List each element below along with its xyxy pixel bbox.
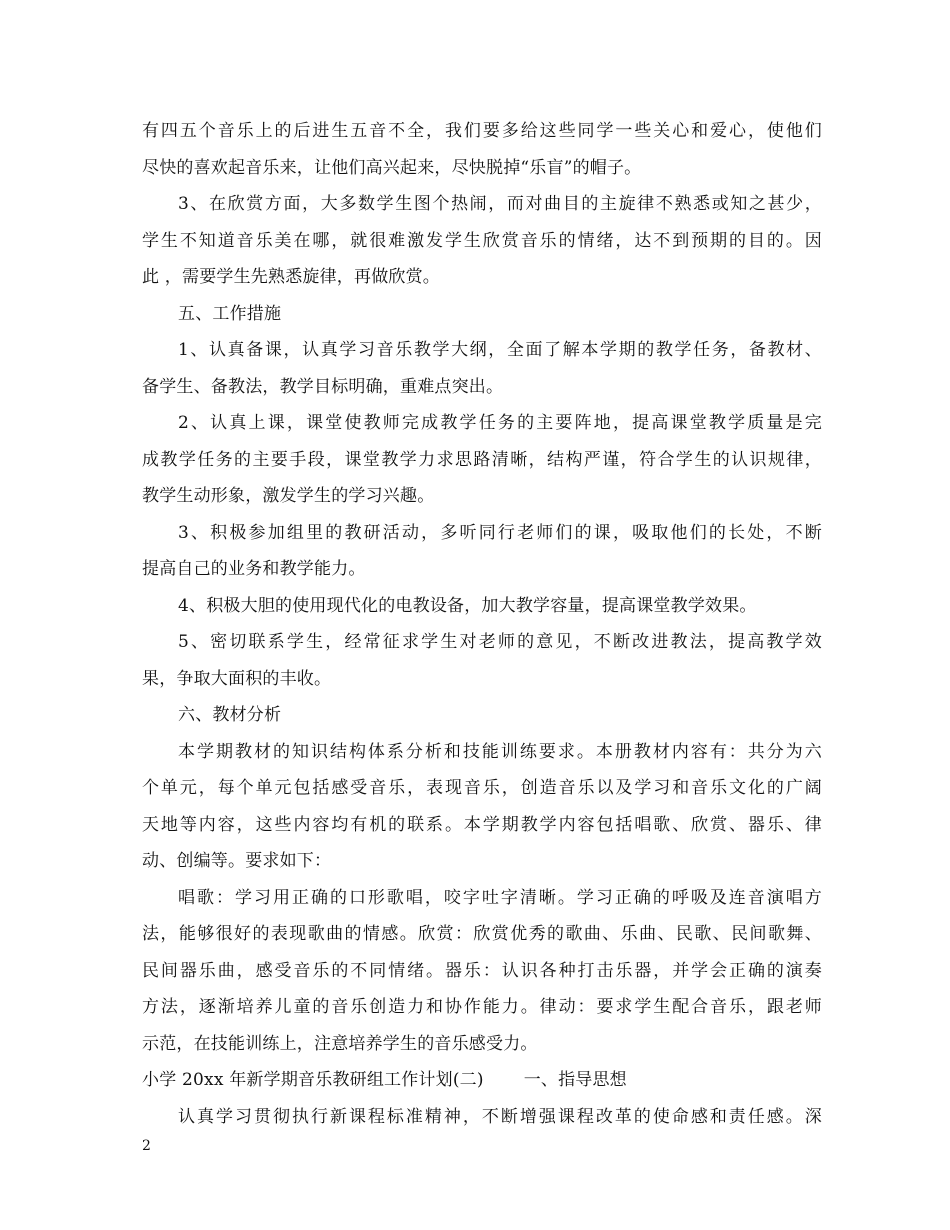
- text-line: 民间器乐曲，感受音乐的不同情绪。器乐：认识各种打击乐器，并学会正确的演奏: [142, 960, 822, 981]
- text-line: 尽快的喜欢起音乐来，让他们高兴起来，尽快脱掉“乐盲”的帽子。: [142, 157, 642, 178]
- text-line: 示范，在技能训练上，注意培养学生的音乐感受力。: [142, 1033, 538, 1054]
- section-title-line: [142, 1062, 822, 1099]
- section-heading: 一、指导思想: [523, 1070, 627, 1090]
- text-line: 六、教材分析: [178, 705, 282, 725]
- text-line: 认真学习贯彻执行新课程标准精神，不断增强课程改革的使命感和责任感。深: [178, 1106, 822, 1127]
- text-line: 1、认真备课，认真学习音乐教学大纲，全面了解本学期的教学任务，备教材、: [178, 340, 822, 360]
- text-line: 方法，逐渐培养儿童的音乐创造力和协作能力。律动：要求学生配合音乐，跟老师: [142, 997, 822, 1017]
- text-line: 有四五个音乐上的后进生五音不全，我们要多给这些同学一些关心和爱心，使他们: [142, 121, 822, 141]
- text-line: 教学生动形象，激发学生的学习兴趣。: [142, 486, 435, 506]
- text-line: 唱歌：学习用正确的口形歌唱，咬字吐字清晰。学习正确的呼吸及连音演唱方: [178, 887, 822, 908]
- text-line: 2、认真上课，课堂使教师完成教学任务的主要阵地，提高课堂教学质量是完: [178, 413, 822, 433]
- document-body: [142, 113, 822, 1135]
- text-line: 成教学任务的主要手段，课堂教学力求思路清晰，结构严谨，符合学生的认识规律，: [142, 449, 822, 470]
- text-line: 3、积极参加组里的教研活动，多听同行老师们的课，吸取他们的长处，不断: [178, 522, 822, 543]
- text-line: 天地等内容，这些内容均有机的联系。本学期教学内容包括唱歌、欣赏、器乐、律: [142, 814, 822, 835]
- page-number: 2: [142, 1138, 151, 1154]
- text-line: 五、工作措施: [178, 303, 282, 324]
- text-line: 法，能够很好的表现歌曲的情感。欣赏：欣赏优秀的歌曲、乐曲、民歌、民间歌舞、: [142, 924, 822, 944]
- text-line: 提高自己的业务和教学能力。: [142, 559, 366, 579]
- text-line: 此 ，需要学生先熟悉旋律，再做欣赏。: [142, 267, 441, 287]
- text-line: 本学期教材的知识结构体系分析和技能训练要求。本册教材内容有：共分为六: [178, 741, 822, 762]
- text-line: 果，争取大面积的丰收。: [142, 668, 332, 689]
- text-line: 备学生、备教法，教学目标明确，重难点突出。: [142, 376, 504, 397]
- text-line: 5、密切联系学生，经常征求学生对老师的意见，不断改进教法，提高教学效: [178, 632, 822, 652]
- document-title: 小学 20xx 年新学期音乐教研组工作计划(二): [142, 1070, 484, 1090]
- text-line: 3、在欣赏方面，大多数学生图个热闹，而对曲目的主旋律不熟悉或知之甚少，: [178, 194, 822, 214]
- text-line: 4、积极大胆的使用现代化的电教设备，加大教学容量，提高课堂教学效果。: [178, 595, 757, 616]
- text-line: 学生不知道音乐美在哪，就很难激发学生欣赏音乐的情绪，达不到预期的目的。因: [142, 230, 822, 251]
- text-line: 个单元，每个单元包括感受音乐，表现音乐，创造音乐以及学习和音乐文化的广阔: [142, 778, 822, 798]
- text-line: 动、创编等。要求如下：: [142, 851, 332, 871]
